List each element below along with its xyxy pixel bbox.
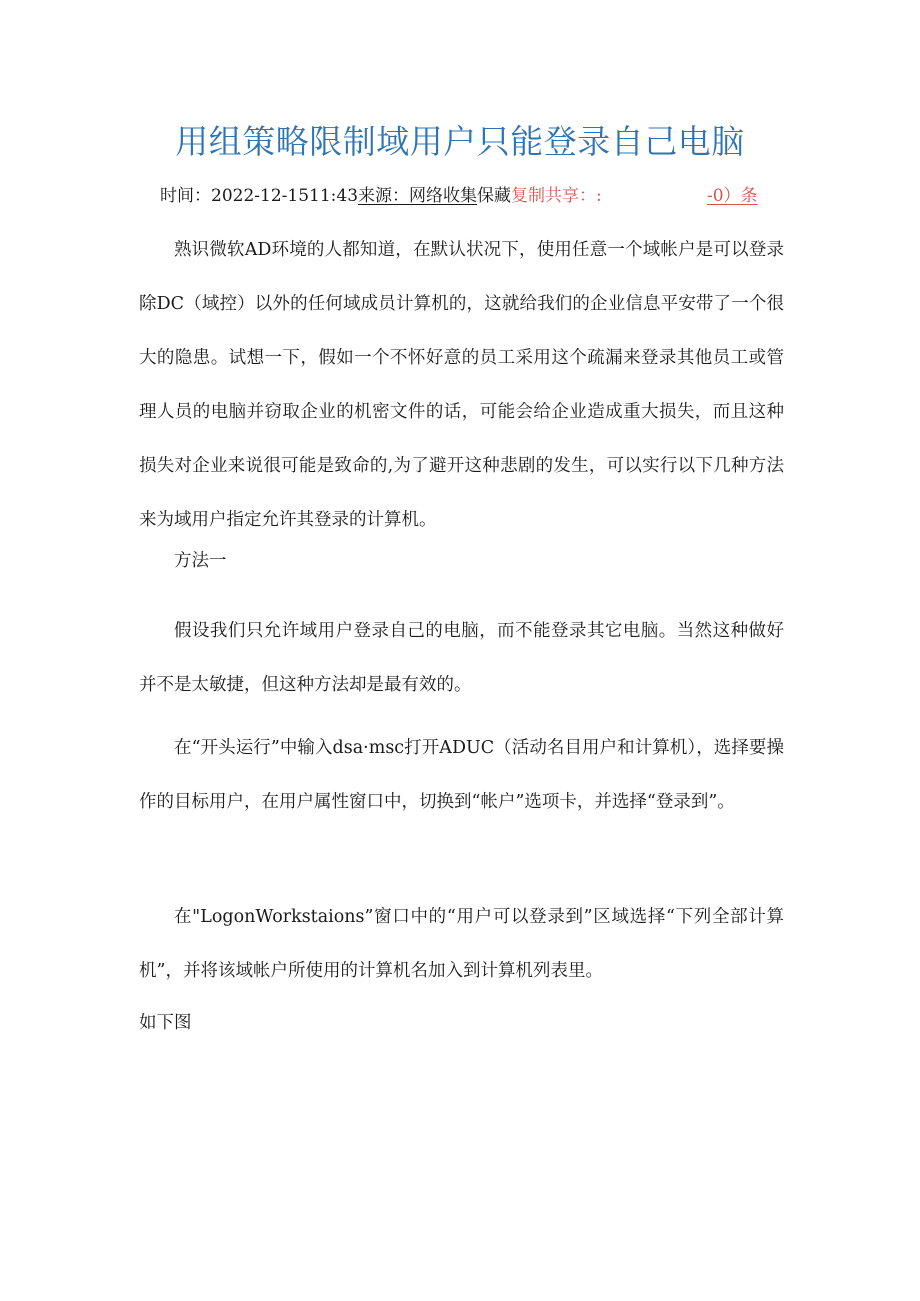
source-link[interactable]: 来源：网络收集 [358,186,478,206]
paragraph-intro: 熟识微软AD环境的人都知道，在默认状况下，使用任意一个域帐户是可以登录除DC（域控）以外的任何域成员计算机的，这就给我们的企业信息平安带了一个很大的隐患。试想一下，假如一个不怀好意的员工采用这个疏漏来登录其他员工或管理人员的电脑并窃取企业的机密文件的话，可能会给企业造成重大损失，而且这种损失对企业来说很可能是致命的,为了避开这种悲剧的发生，可以实行以下几种方法来为域用户指定允许其登录的计算机。 [139,240,784,530]
favorite-link[interactable]: 保藏 [477,186,512,206]
section-heading-method-one: 方法一 [174,551,227,571]
copy-share-link[interactable]: 复制共享：: [511,186,602,206]
paragraph-method-description: 假设我们只允许域用户登录自己的电脑，而不能登录其它电脑。当然这种做好并不是太敏捷，但这种方法却是最有效的。 [139,621,784,695]
article-title: 用组策略限制域用户只能登录自己电脑 [175,122,745,161]
paragraph-see-figure: 如下图 [139,1013,192,1033]
article-meta [160,181,800,206]
publish-time: 时间：2022-12-1511:43 [160,186,359,206]
paragraph-step-open-aduc: 在“开头运行”中输入dsa·msc打开ADUC（活动名目用户和计算机），选择要操作的目标用户，在用户属性窗口中，切换到“帐户”选项卡，并选择“登录到”。 [139,738,784,812]
paragraph-step-logon-workstations: 在"LogonWorkstaions”窗口中的“用户可以登录到”区域选择“下列全部计算机”，并将该域帐户所使用的计算机名加入到计算机列表里。 [139,907,784,981]
comment-count-link[interactable]: -0）条 [707,186,758,206]
